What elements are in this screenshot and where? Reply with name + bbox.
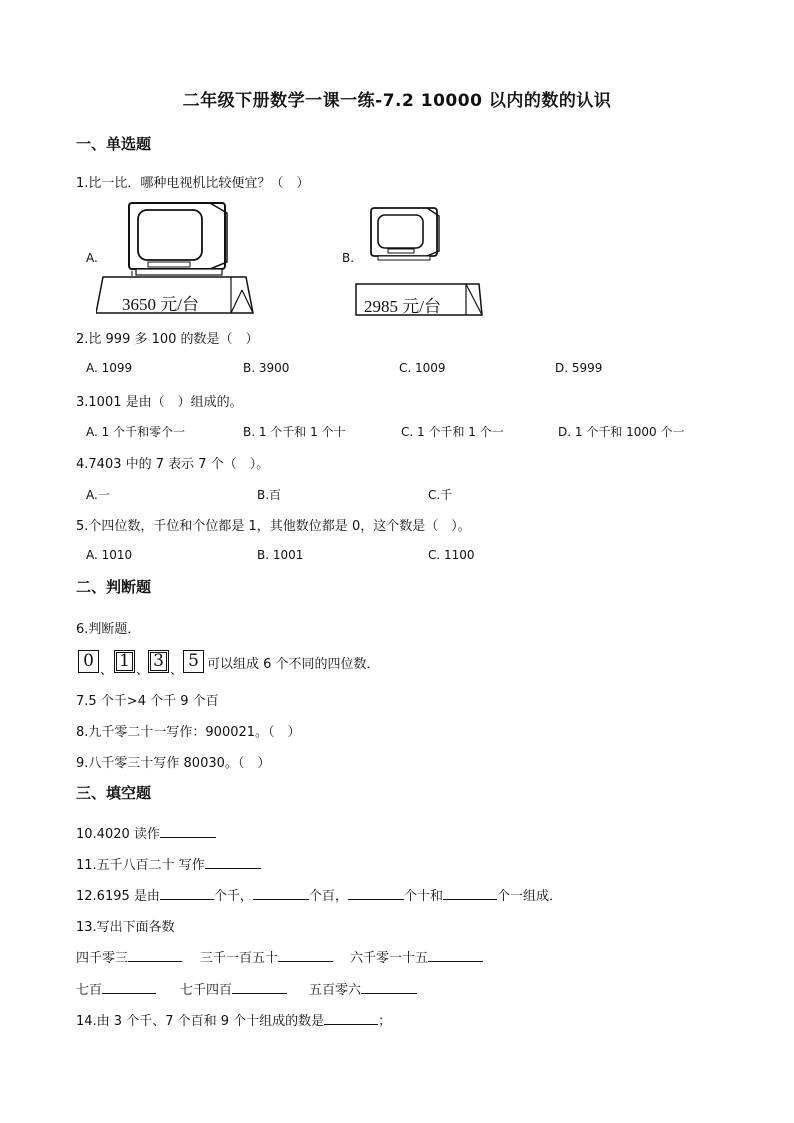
question-12-text: 12.6195 是由 [76,889,160,904]
question-12-text: 个百， [308,889,348,904]
q4-option-a: A.一 [86,488,110,502]
question-13-row-1 [76,947,483,966]
question-12-text: 个十和 [403,889,443,904]
digit-separator: 、 [136,663,150,678]
q5-option-b: B. 1001 [257,548,304,562]
digit-card-3: 3 [148,650,169,673]
digit-separator: 、 [170,663,184,678]
q2-option-d: D. 5999 [555,361,603,375]
q2-option-b: B. 3900 [243,361,290,375]
q5-option-c: C. 1100 [428,548,475,562]
answer-blank[interactable] [232,981,287,994]
digit-card-1: 1 [114,650,135,673]
question-6-statement: 可以组成 6 个不同的四位数． [207,657,380,672]
answer-blank[interactable] [253,887,309,900]
answer-blank[interactable] [160,887,214,900]
answer-blank[interactable] [205,856,261,869]
question-5: 5.个四位数，千位和个位都是 1，其他数位都是 0，这个数是（ ）。 [76,519,471,534]
question-4: 4.7403 中的 7 表示 7 个（ ）。 [76,457,270,472]
option-a-label: A. [86,251,98,265]
question-13-item: 七百 [76,983,103,998]
answer-blank[interactable] [278,949,333,962]
answer-blank[interactable] [348,887,404,900]
question-1: 1.比一比．哪种电视机比较便宜？（ ） [76,176,310,191]
question-12-text: 个一组成． [496,889,562,904]
digit-card-0: 0 [78,650,99,673]
q4-option-b: B.百 [257,488,282,502]
page-title: 二年级下册数学一课一练-7.2 10000 以内的数的认识 [182,91,612,111]
question-11 [76,854,261,873]
q2-option-c: C. 1009 [399,361,446,375]
digit-card-5: 5 [183,650,204,673]
question-14-end: ； [378,1014,392,1029]
section-heading-true-false: 二、判断题 [76,578,152,596]
question-13-item: 六千零一十五 [350,951,429,966]
question-13: 13.写出下面各数 [76,920,175,935]
question-11-text: 11.五千八百二十 写作 [76,858,205,873]
q3-option-b: B. 1 个千和 1 个十 [243,425,346,439]
q3-option-d: D. 1 个千和 1000 个一 [558,425,685,439]
question-8: 8.九千零二十一写作：900021。（ ） [76,725,301,740]
section-heading-fill-blank: 三、填空题 [76,784,152,802]
q3-option-c: C. 1 个千和 1 个一 [401,425,504,439]
q3-option-a: A. 1 个千和零个一 [86,425,186,439]
question-12 [76,885,562,904]
q4-option-c: C.千 [428,488,453,502]
question-13-item: 五百零六 [309,983,362,998]
question-13-item: 四千零三 [76,951,129,966]
answer-blank[interactable] [128,949,182,962]
answer-blank[interactable] [443,887,497,900]
answer-blank[interactable] [361,981,417,994]
question-6: 6.判断题． [76,622,141,637]
question-7: 7.5 个千>4 个千 9 个百 [76,694,219,709]
question-13-row-2 [76,979,417,998]
question-2: 2.比 999 多 100 的数是（ ） [76,332,259,347]
question-14 [76,1010,391,1029]
answer-blank[interactable] [428,949,483,962]
answer-blank[interactable] [160,825,216,838]
answer-blank[interactable] [102,981,156,994]
q2-option-a: A. 1099 [86,361,133,375]
option-b-label: B. [342,251,355,265]
question-12-text: 个千， [213,889,253,904]
section-heading-single-choice: 一、单选题 [76,135,152,153]
price-tag-a: 3650 元/台 [122,295,199,314]
question-10 [76,823,216,842]
question-13-item: 七千四百 [180,983,233,998]
question-3: 3.1001 是由（ ）组成的。 [76,395,243,410]
price-tag-b: 2985 元/台 [364,297,441,316]
question-9: 9.八千零三十写作 80030。（ ） [76,756,271,771]
question-10-text: 10.4020 读作 [76,827,160,842]
q5-option-a: A. 1010 [86,548,133,562]
question-13-item: 三千一百五十 [200,951,279,966]
question-14-text: 14.由 3 个千、7 个百和 9 个十组成的数是 [76,1014,325,1029]
digit-separator: 、 [100,663,114,678]
answer-blank[interactable] [324,1012,378,1025]
